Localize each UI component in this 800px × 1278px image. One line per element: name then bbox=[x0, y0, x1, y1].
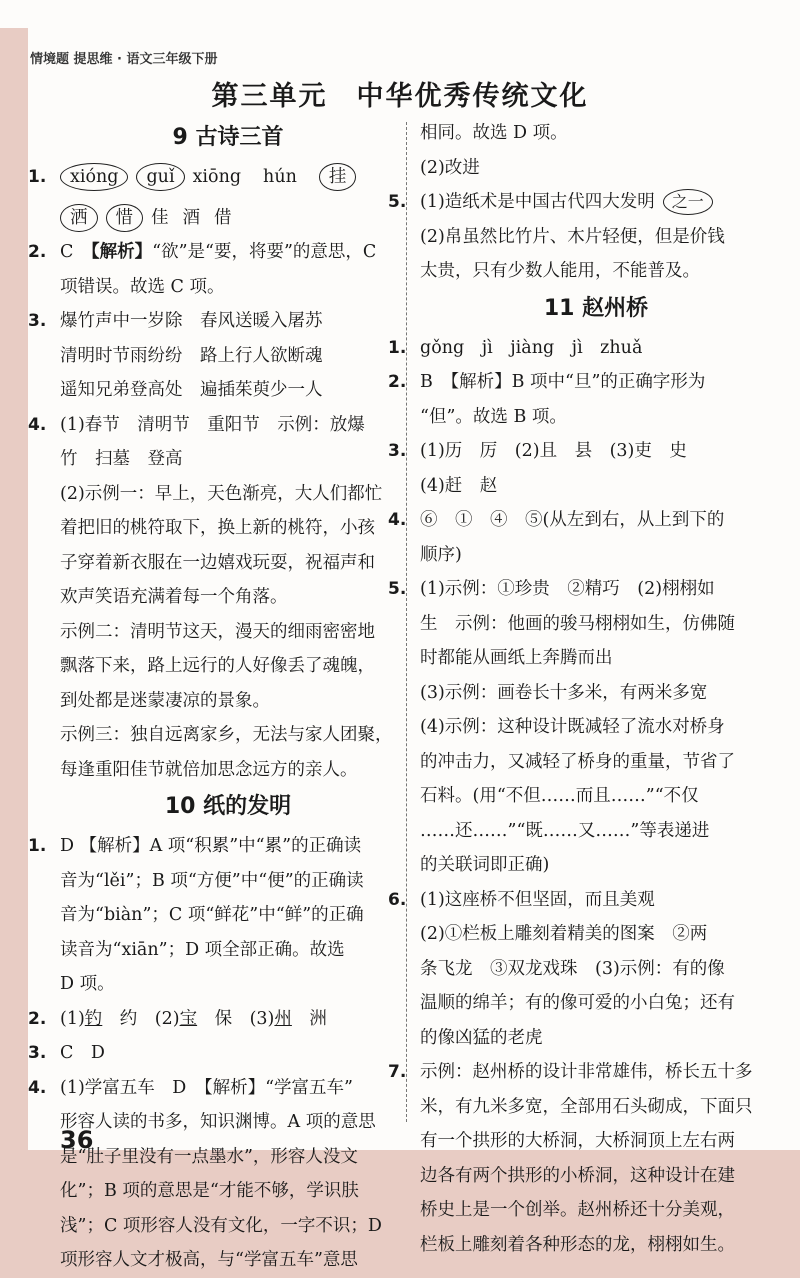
sub-label: (1) bbox=[60, 1008, 85, 1029]
question-number: 7. bbox=[388, 1062, 407, 1082]
answer-line: 爆竹声中一岁除 春风送暖入屠苏 bbox=[60, 311, 323, 331]
answer-line bbox=[60, 201, 396, 236]
answer-line: 化”；B 项的意思是“才能不够，学识肤 bbox=[60, 1181, 359, 1201]
answer-line: 清明时节雨纷纷 路上行人欲断魂 bbox=[60, 345, 323, 366]
answer-line: 边各有两个拱形的小桥洞，这种设计在建 bbox=[420, 1165, 735, 1186]
answer-line bbox=[60, 1002, 396, 1037]
l9-q3 bbox=[28, 304, 396, 408]
underlined-char: 钓 bbox=[84, 1008, 103, 1029]
l9-q2 bbox=[28, 235, 396, 304]
answer-line: 时都能从画纸上奔腾而出 bbox=[420, 648, 613, 668]
answer-line: 音为“biàn”；C 项“鲜花”中“鲜”的正确 bbox=[60, 905, 364, 925]
l10-q2 bbox=[28, 1002, 396, 1037]
answer-line: “但”。故选 B 项。 bbox=[420, 406, 567, 427]
l11-q3 bbox=[388, 434, 772, 503]
answer-line: 是“肚子里没有一点墨水”，形容人没文 bbox=[60, 1146, 358, 1167]
l9-q4 bbox=[28, 408, 396, 788]
circled-answer: 洒 bbox=[60, 204, 98, 232]
answer-line: 欢声笑语充满着每一个角落。 bbox=[60, 587, 288, 607]
answer-line: (1)这座桥不但坚固，而且美观 bbox=[420, 889, 655, 910]
question-number: 1. bbox=[28, 167, 47, 187]
answer-line: ⑥ ① ④ ⑤(从左到右，从上到下的 bbox=[420, 510, 725, 530]
answer-line: 顺序) bbox=[420, 544, 462, 565]
answer-line: 温顺的绵羊；有的像可爱的小白兔；还有 bbox=[420, 993, 735, 1013]
answer-line: B 【解析】B 项中“旦”的正确字形为 bbox=[420, 372, 706, 392]
answer-line: (1)学富五车 D 【解析】“学富五车” bbox=[60, 1077, 353, 1098]
question-number: 2. bbox=[388, 372, 407, 392]
answer-line: (2)示例一：早上，天色渐亮，大人们都忙 bbox=[60, 483, 383, 504]
circled-answer: guǐ bbox=[136, 163, 184, 191]
l9-q1 bbox=[28, 160, 396, 235]
answer-line: (1)历 厉 (2)且 县 (3)吏 史 bbox=[420, 441, 687, 461]
answer-line: D 【解析】A 项“积累”中“累”的正确读 bbox=[60, 836, 362, 856]
answer-line: 着把旧的桃符取下，换上新的桃符，小孩 bbox=[60, 518, 375, 538]
unit-title: 第三单元 中华优秀传统文化 bbox=[211, 81, 589, 112]
l11-q4 bbox=[388, 503, 772, 572]
answer-line: 的关联词即正确) bbox=[420, 855, 550, 875]
page-top-band bbox=[0, 0, 800, 28]
answer-text: xiōng bbox=[192, 167, 242, 187]
answer-char: 约 bbox=[119, 1008, 138, 1029]
question-number: 6. bbox=[388, 889, 407, 910]
book-header: 情境题 提思维 · 语文三年级下册 bbox=[30, 52, 218, 67]
question-number: 1. bbox=[388, 337, 407, 358]
question-number: 3. bbox=[28, 1043, 47, 1063]
column-divider bbox=[406, 122, 407, 1122]
question-number: 5. bbox=[388, 192, 407, 212]
l11-q2 bbox=[388, 365, 772, 434]
question-number: 3. bbox=[28, 311, 47, 331]
question-number: 5. bbox=[388, 579, 407, 599]
question-number: 4. bbox=[28, 1077, 47, 1098]
underlined-char: 州 bbox=[274, 1008, 292, 1029]
answer-line: 飘落下来，路上远行的人好像丢了魂魄， bbox=[60, 656, 375, 676]
answer-line: 子穿着新衣服在一边嬉戏玩耍，祝福声和 bbox=[60, 552, 375, 573]
answer-line: 有一个拱形的大桥洞，大桥洞顶上左右两 bbox=[420, 1131, 735, 1151]
answer-text: 酒 bbox=[182, 207, 200, 228]
lesson-9-title: 9 古诗三首 bbox=[172, 125, 284, 150]
sub-label: (2) bbox=[154, 1008, 180, 1029]
answer-line: 形容人读的书多，知识渊博。A 项的意思 bbox=[60, 1112, 376, 1132]
answer-char: 保 bbox=[214, 1008, 233, 1029]
answer-line: 的像凶猛的老虎 bbox=[420, 1027, 543, 1048]
circled-answer: 惜 bbox=[106, 204, 144, 232]
answer-line: 太贵，只有少数人能用，不能普及。 bbox=[420, 261, 700, 281]
answer-line: 米，有九米多宽，全部用石头砌成，下面只 bbox=[420, 1096, 753, 1117]
question-number: 1. bbox=[28, 836, 47, 856]
analysis-tag: 【解析】 bbox=[90, 242, 153, 262]
question-number: 4. bbox=[28, 414, 47, 435]
answer-line: 遥知兄弟登高处 遍插茱萸少一人 bbox=[60, 380, 323, 400]
answer-line: (4)赶 赵 bbox=[420, 475, 498, 496]
answer-choice: C bbox=[60, 242, 74, 262]
answer-line: 的冲击力，又减轻了桥身的重量，节省了 bbox=[420, 751, 735, 772]
question-number: 3. bbox=[388, 441, 407, 461]
answer-line: ……还……”“既……又……”等表递进 bbox=[420, 820, 710, 841]
answer-line: 石料。(用“不但……而且……”“不仅 bbox=[420, 786, 699, 806]
lesson-10-title: 10 纸的发明 bbox=[164, 794, 292, 819]
answer-line: 生 示例：他画的骏马栩栩如生，仿佛随 bbox=[420, 613, 735, 634]
answer-line: (1)春节 清明节 重阳节 示例：放爆 bbox=[60, 414, 365, 435]
circled-answer: xióng bbox=[60, 163, 128, 191]
answer-line: 示例二：清明节这天，漫天的细雨密密地 bbox=[60, 621, 375, 642]
analysis-text: “欲”是“要，将要”的意思，C bbox=[152, 242, 377, 262]
answer-text: (1)造纸术是中国古代四大发明 bbox=[420, 192, 655, 212]
sub-label: (3) bbox=[249, 1008, 275, 1029]
question-number: 2. bbox=[28, 1008, 47, 1029]
answer-text: 借 bbox=[214, 207, 232, 228]
answer-line bbox=[60, 235, 396, 270]
answer-line: 项形容人文才极高，与“学富五车”意思 bbox=[60, 1250, 358, 1270]
answer-text: 佳 bbox=[151, 207, 169, 228]
l10-q5 bbox=[388, 185, 772, 289]
answer-line: 桥史上是一个创举。赵州桥还十分美观， bbox=[420, 1200, 735, 1220]
answer-line: 栏板上雕刻着各种形态的龙，栩栩如生。 bbox=[420, 1234, 735, 1255]
l10-q1 bbox=[28, 829, 396, 1002]
l11-q7 bbox=[388, 1055, 772, 1262]
answer-line: (2)帛虽然比竹片、木片轻便，但是价钱 bbox=[420, 226, 725, 247]
answer-text: hún bbox=[263, 167, 297, 187]
answer-line: C D bbox=[60, 1043, 105, 1063]
question-number: 2. bbox=[28, 242, 47, 262]
l10-q4 bbox=[28, 1071, 396, 1278]
answer-line: 条飞龙 ③双龙戏珠 (3)示例：有的像 bbox=[420, 958, 725, 979]
answer-line: 音为“lěi”；B 项“方便”中“便”的正确读 bbox=[60, 870, 364, 891]
answer-line: 示例三：独自远离家乡，无法与家人团聚， bbox=[60, 725, 393, 745]
circled-answer: 挂 bbox=[319, 163, 357, 191]
answer-line: 示例：赵州桥的设计非常雄伟，桥长五十多 bbox=[420, 1062, 753, 1082]
answer-line: 每逢重阳佳节就倍加思念远方的亲人。 bbox=[60, 759, 358, 780]
answer-char: 洲 bbox=[309, 1008, 327, 1029]
answer-line: 到处都是迷蒙凄凉的景象。 bbox=[60, 690, 270, 711]
answer-line: 浅”；C 项形容人没有文化，一字不识；D bbox=[60, 1215, 382, 1236]
insertion-mark: 之一 bbox=[663, 189, 713, 215]
right-column bbox=[388, 116, 772, 1262]
answer-line: 相同。故选 D 项。 bbox=[420, 123, 568, 143]
answer-line bbox=[60, 160, 396, 195]
left-column bbox=[28, 118, 396, 1278]
lesson-11-title: 11 赵州桥 bbox=[543, 295, 649, 321]
page-number: 36 bbox=[60, 1126, 94, 1154]
answer-line: 竹 扫墓 登高 bbox=[60, 449, 183, 469]
l10-q4-continued bbox=[420, 116, 772, 185]
answer-line: (2)①栏板上雕刻着精美的图案 ②两 bbox=[420, 924, 708, 944]
question-number: 4. bbox=[388, 510, 407, 530]
answer-line: 读音为“xiān”；D 项全部正确。故选 bbox=[60, 939, 345, 960]
answer-line bbox=[420, 185, 772, 220]
l10-q3 bbox=[28, 1036, 396, 1071]
answer-line: (2)改进 bbox=[420, 157, 480, 178]
underlined-char: 宝 bbox=[179, 1008, 198, 1029]
answer-line: (4)示例：这种设计既减轻了流水对桥身 bbox=[420, 717, 725, 737]
answer-line: (1)示例：①珍贵 ②精巧 (2)栩栩如 bbox=[420, 579, 715, 599]
answer-line: gǒng jì jiàng jì zhuǎ bbox=[420, 337, 643, 358]
l11-q1 bbox=[388, 331, 772, 366]
answer-line: 项错误。故选 C 项。 bbox=[60, 276, 225, 297]
answer-line: (3)示例：画卷长十多米，有两米多宽 bbox=[420, 682, 708, 703]
l11-q6 bbox=[388, 883, 772, 1056]
l11-q5 bbox=[388, 572, 772, 883]
answer-line: D 项。 bbox=[60, 974, 115, 994]
